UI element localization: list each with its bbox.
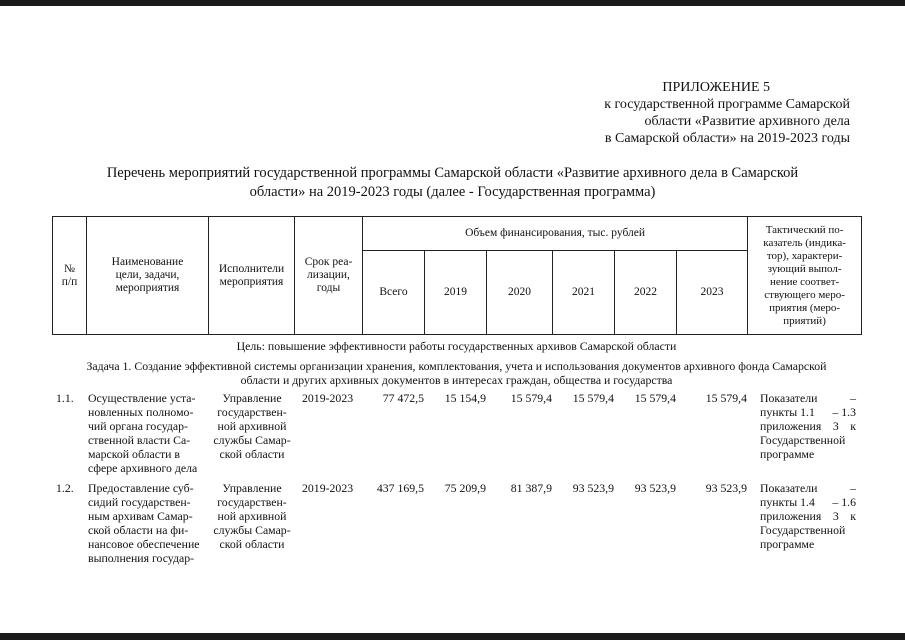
scan-top-border bbox=[0, 0, 905, 6]
task-heading bbox=[52, 359, 861, 387]
appendix-heading bbox=[604, 79, 850, 147]
row-executor: Управление государствен- ной архивной службы Самар- ской области bbox=[213, 481, 291, 551]
row-indicator: Показатели – пункты 1.4 – 1.6 приложения 3 к Государственной программе bbox=[760, 481, 856, 551]
header-year: 2022 bbox=[615, 251, 677, 335]
row-2022: 93 523,9 bbox=[634, 481, 676, 495]
header-num: № п/п bbox=[53, 217, 87, 335]
header-term: Срок реа- лизации, годы bbox=[295, 217, 363, 335]
appendix-line: области «Развитие архивного дела bbox=[644, 114, 850, 129]
row-2023: 15 579,4 bbox=[705, 391, 747, 405]
row-name: Предоставление суб- сидий государствен- ным архивам Самар- ской области на фи- нансовое обеспечение выполнения государ- bbox=[88, 481, 200, 565]
row-2023: 93 523,9 bbox=[705, 481, 747, 495]
goal-line: Цель: повышение эффективности работы государственных архивов Самарской области bbox=[236, 339, 677, 353]
appendix-line: к государственной программе Самарской bbox=[604, 97, 850, 112]
row-2020: 15 579,4 bbox=[510, 391, 552, 405]
document-title bbox=[60, 164, 845, 202]
row-total: 437 169,5 bbox=[376, 481, 424, 495]
row-term: 2019-2023 bbox=[302, 481, 354, 495]
table-row bbox=[52, 481, 861, 567]
row-num: 1.2. bbox=[56, 481, 74, 495]
row-name: Осуществление уста- новленных полномо- чий органа государ- ственной власти Са- марской области в сфере архивного дела bbox=[88, 391, 198, 475]
header-name: Наименование цели, задачи, мероприятия bbox=[87, 217, 209, 335]
row-2022: 15 579,4 bbox=[634, 391, 676, 405]
appendix-line: в Самарской области» на 2019-2023 годы bbox=[604, 131, 850, 146]
row-2019: 15 154,9 bbox=[444, 391, 486, 405]
header-year: 2021 bbox=[553, 251, 615, 335]
header-total: Всего bbox=[363, 251, 425, 335]
row-2019: 75 209,9 bbox=[444, 481, 486, 495]
row-2020: 81 387,9 bbox=[510, 481, 552, 495]
row-2021: 93 523,9 bbox=[572, 481, 614, 495]
task-line: Задача 1. Создание эффективной системы организации хранения, комплектования, учета и использования документов архивного фонда Самарской bbox=[86, 359, 827, 373]
title-line: Перечень мероприятий государственной программы Самарской области «Развитие архивного дела в Самарской bbox=[106, 165, 799, 181]
table-row bbox=[52, 391, 861, 477]
row-total: 77 472,5 bbox=[382, 391, 424, 405]
scan-bottom-border bbox=[0, 633, 905, 640]
row-term: 2019-2023 bbox=[302, 391, 354, 405]
row-indicator: Показатели – пункты 1.1 – 1.3 приложения 3 к Государственной программе bbox=[760, 391, 856, 461]
header-year: 2019 bbox=[425, 251, 487, 335]
header-executors: Исполнители мероприятия bbox=[209, 217, 295, 335]
header-year: 2023 bbox=[677, 251, 748, 335]
header-year: 2020 bbox=[487, 251, 553, 335]
title-line: области» на 2019-2023 годы (далее - Государственная программа) bbox=[249, 184, 656, 200]
row-executor: Управление государствен- ной архивной службы Самар- ской области bbox=[213, 391, 291, 461]
row-2021: 15 579,4 bbox=[572, 391, 614, 405]
measures-table-header bbox=[52, 216, 862, 335]
task-line: области и других архивных документов в интересах граждан, общества и государства bbox=[240, 373, 673, 387]
header-financing: Объем финансирования, тыс. рублей bbox=[363, 217, 748, 251]
row-num: 1.1. bbox=[56, 391, 74, 405]
appendix-number: ПРИЛОЖЕНИЕ 5 bbox=[662, 80, 770, 95]
header-indicator: Тактический по- казатель (индика- тор), характери- зующий выпол- нение соответ- ствующего меро- приятия (меро- приятий) bbox=[748, 217, 862, 335]
